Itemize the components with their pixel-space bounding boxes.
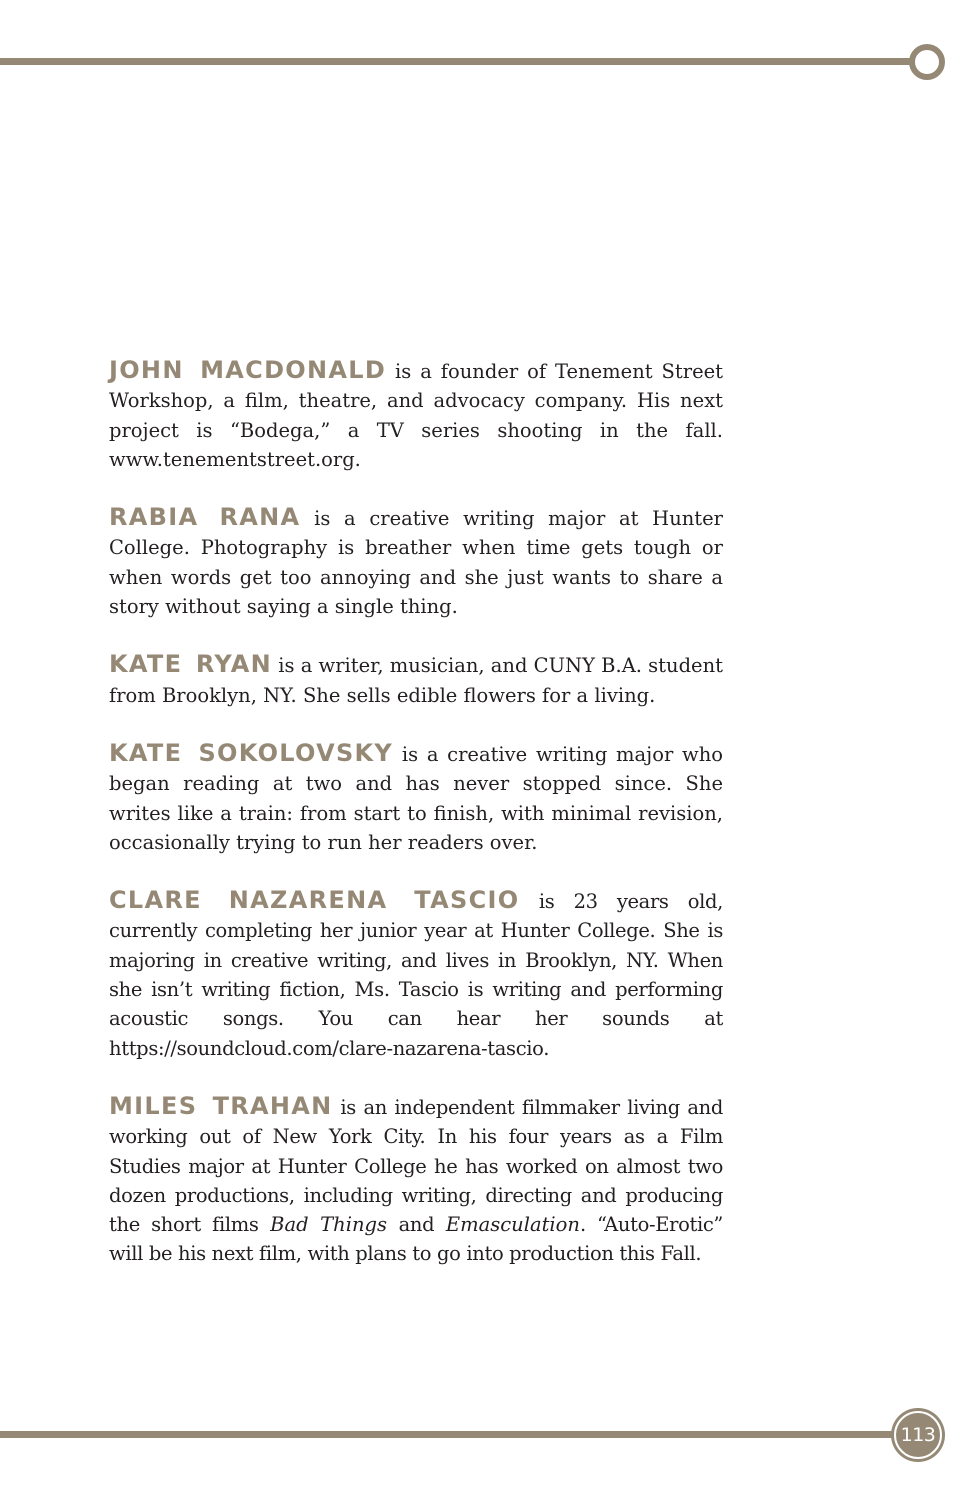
bio-text: is a creative writing major who began reading at two and has never stopped since. She writes like a train: from start to finish, with minimal revision, occasionally trying to run her readers over. <box>109 742 723 854</box>
rule-end-ring <box>909 44 945 80</box>
contributor-bios <box>109 356 723 1298</box>
bio-name: KATE SOKOLOVSKY <box>109 738 394 767</box>
bio-text: is 23 years old, currently completing her junior year at Hunter College. She is majoring in creative writing, and lives in Brooklyn, NY. When she isn’t writing fiction, Ms. Tascio is writing and performing acoustic songs. You can hear her sounds at https://soundcloud.com/clare-nazarena-tascio. <box>109 890 723 1060</box>
bio-name: JOHN MACDONALD <box>109 356 387 384</box>
bio-rabia-rana <box>109 503 723 621</box>
bio-name: KATE RYAN <box>109 650 273 679</box>
bio-miles-trahan <box>109 1092 723 1269</box>
bio-text: is a founder of Tenement Street Workshop, a film, theatre, and advocacy company. His next project is “Bodega,” a TV series shooting in the fall. www.tenementstreet.org. <box>109 360 723 471</box>
bio-kate-sokolovsky <box>109 739 723 857</box>
bio-text: is a creative writing major at Hunter College. Photography is breather when time gets tough or when words get too annoying and she just wants to share a story without saying a single thing. <box>109 507 724 619</box>
top-rule <box>0 58 915 65</box>
bio-john-macdonald <box>109 356 723 474</box>
bottom-rule <box>0 1431 900 1438</box>
bio-name: RABIA RANA <box>109 503 301 532</box>
bio-text: and <box>398 1213 435 1237</box>
bio-text: . “Auto-Erotic” will be his next film, with plans to go into production this Fall. <box>109 1213 724 1266</box>
bio-kate-ryan <box>109 650 723 710</box>
film-title: Bad Things <box>270 1213 388 1237</box>
bio-name: CLARE NAZARENA TASCIO <box>109 886 520 915</box>
bio-name: MILES TRAHAN <box>109 1091 333 1120</box>
page-number-badge <box>891 1408 945 1462</box>
film-title: Emasculation <box>445 1213 580 1237</box>
bio-clare-nazarena-tascio <box>109 886 723 1063</box>
bio-text: is a writer, musician, and CUNY B.A. student from Brooklyn, NY. She sells edible flowers for a living. <box>109 654 723 707</box>
page-number: 113 <box>894 1411 942 1459</box>
bio-text: is an independent filmmaker living and working out of New York City. In his four years as a Film Studies major at Hunter College he has worked on almost two dozen productions, including writing, directing and producing the short films <box>109 1095 723 1237</box>
